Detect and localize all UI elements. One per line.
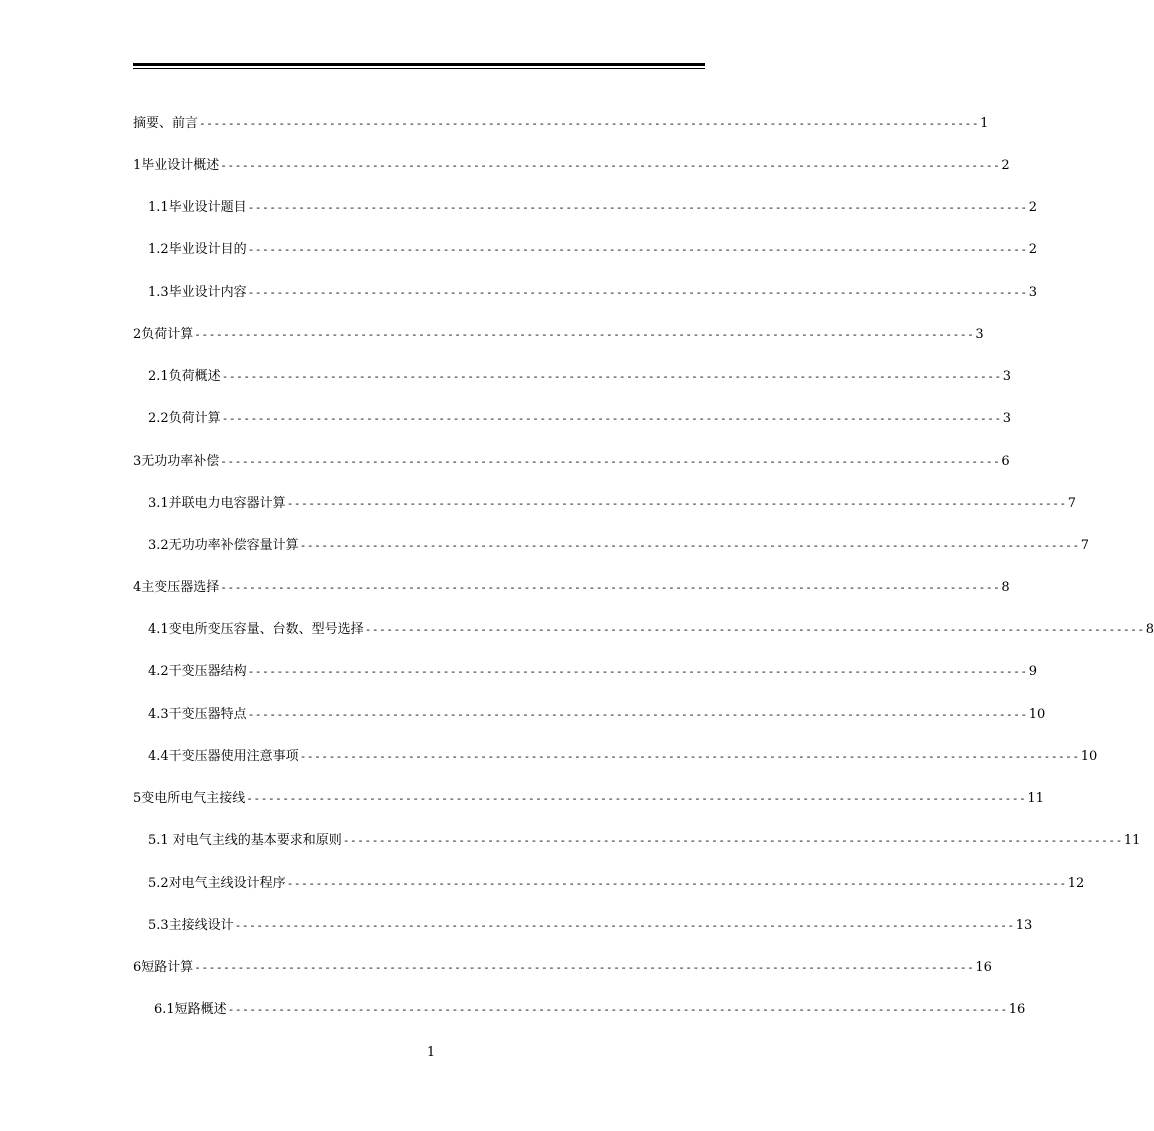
toc-dot-leader: ------------------------------------------------------------------------------------------------------------ — [220, 159, 1001, 172]
toc-entry-label: 6.1短路概述 — [154, 1002, 227, 1017]
toc-entry-label: 5变电所电气主接线 — [133, 791, 246, 806]
toc-entry-label: 5.1 对电气主线的基本要求和原则 — [148, 833, 342, 848]
toc-dot-leader: ------------------------------------------------------------------------------------------------------------ — [299, 750, 1080, 763]
toc-entry-page: 10 — [1028, 707, 1046, 722]
toc-entry[interactable] — [148, 707, 1046, 723]
toc-entry[interactable] — [148, 242, 1038, 258]
toc-entry[interactable] — [148, 411, 1012, 427]
toc-entry[interactable] — [148, 496, 1077, 512]
toc-dot-leader: ------------------------------------------------------------------------------------------------------------ — [247, 201, 1028, 214]
toc-entry-page: 7 — [1080, 538, 1090, 553]
toc-entry-label: 3.1并联电力电容器计算 — [148, 496, 286, 511]
toc-entry-label: 4.4干变压器使用注意事项 — [148, 749, 299, 764]
toc-entry-page: 3 — [1002, 369, 1012, 384]
toc-entry-label: 1.3毕业设计内容 — [148, 285, 247, 300]
toc-dot-leader: ------------------------------------------------------------------------------------------------------------ — [199, 117, 980, 130]
toc-entry[interactable] — [133, 327, 984, 343]
toc-entry-page: 16 — [975, 960, 992, 975]
toc-entry-label: 4主变压器选择 — [133, 580, 220, 595]
header-rule-thick — [133, 63, 705, 66]
toc-entry-page: 6 — [1001, 454, 1010, 469]
toc-entry-label: 5.3主接线设计 — [148, 918, 234, 933]
toc-entry[interactable] — [133, 960, 992, 976]
toc-entry-page: 11 — [1027, 791, 1044, 806]
toc-entry-label: 1毕业设计概述 — [133, 158, 220, 173]
toc-entry-page: 8 — [1145, 622, 1154, 637]
toc-entry-page: 1 — [980, 116, 989, 131]
toc-dot-leader: ------------------------------------------------------------------------------------------------------------ — [194, 961, 975, 974]
toc-entry[interactable] — [148, 622, 1154, 638]
toc-entry-page: 8 — [1001, 580, 1010, 595]
toc-entry-label: 4.2干变压器结构 — [148, 664, 247, 679]
toc-entry[interactable] — [148, 918, 1033, 934]
toc-entry[interactable] — [148, 538, 1090, 554]
toc-entry-label: 3.2无功功率补偿容量计算 — [148, 538, 299, 553]
toc-entry-page: 3 — [975, 327, 984, 342]
toc-entry-label: 4.3干变压器特点 — [148, 707, 247, 722]
toc-entry[interactable] — [133, 454, 1010, 470]
toc-entry[interactable] — [148, 749, 1098, 765]
toc-dot-leader: ------------------------------------------------------------------------------------------------------------ — [299, 539, 1080, 552]
toc-entry-label: 摘要、前言 — [133, 116, 199, 131]
toc-dot-leader: ------------------------------------------------------------------------------------------------------------ — [364, 623, 1145, 636]
page-number: 1 — [426, 1045, 436, 1060]
toc-entry-page: 11 — [1123, 833, 1141, 848]
toc-dot-leader: ------------------------------------------------------------------------------------------------------------ — [246, 792, 1027, 805]
toc-entry-label: 2.1负荷概述 — [148, 369, 221, 384]
toc-entry-page: 12 — [1067, 876, 1085, 891]
toc-entry[interactable] — [154, 1002, 1026, 1018]
toc-entry-label: 2.2负荷计算 — [148, 411, 221, 426]
toc-entry[interactable] — [148, 664, 1038, 680]
toc-entry-page: 10 — [1080, 749, 1098, 764]
toc-entry[interactable] — [148, 369, 1012, 385]
toc-entry-page: 3 — [1002, 411, 1012, 426]
toc-dot-leader: ------------------------------------------------------------------------------------------------------------ — [286, 497, 1067, 510]
toc-dot-leader: ------------------------------------------------------------------------------------------------------------ — [247, 243, 1028, 256]
toc-entry[interactable] — [133, 158, 1010, 174]
toc-entry[interactable] — [148, 285, 1038, 301]
toc-entry[interactable] — [133, 580, 1010, 596]
toc-dot-leader: ------------------------------------------------------------------------------------------------------------ — [234, 919, 1015, 932]
toc-entry-label: 3无功功率补偿 — [133, 454, 220, 469]
toc-entry-page: 2 — [1028, 242, 1038, 257]
toc-dot-leader: ------------------------------------------------------------------------------------------------------------ — [220, 455, 1001, 468]
toc-entry-label: 4.1变电所变压容量、台数、型号选择 — [148, 622, 364, 637]
toc-entry[interactable] — [148, 876, 1085, 892]
toc-entry-page: 16 — [1008, 1002, 1026, 1017]
toc-entry-page: 3 — [1028, 285, 1038, 300]
toc-entry[interactable] — [133, 791, 1044, 807]
toc-entry-page: 13 — [1015, 918, 1033, 933]
toc-dot-leader: ------------------------------------------------------------------------------------------------------------ — [286, 877, 1067, 890]
toc-dot-leader: ------------------------------------------------------------------------------------------------------------ — [227, 1003, 1008, 1016]
toc-entry-page: 2 — [1001, 158, 1010, 173]
toc-entry-label: 6短路计算 — [133, 960, 194, 975]
toc-dot-leader: ------------------------------------------------------------------------------------------------------------ — [342, 834, 1123, 847]
header-rule-thin — [133, 68, 705, 69]
toc-entry[interactable] — [133, 116, 989, 132]
toc-dot-leader: ------------------------------------------------------------------------------------------------------------ — [247, 708, 1028, 721]
toc-dot-leader: ------------------------------------------------------------------------------------------------------------ — [194, 328, 975, 341]
toc-entry[interactable] — [148, 200, 1038, 216]
toc-entry-label: 2负荷计算 — [133, 327, 194, 342]
toc-dot-leader: ------------------------------------------------------------------------------------------------------------ — [221, 412, 1002, 425]
toc-entry-label: 1.2毕业设计目的 — [148, 242, 247, 257]
toc-dot-leader: ------------------------------------------------------------------------------------------------------------ — [247, 665, 1028, 678]
toc-dot-leader: ------------------------------------------------------------------------------------------------------------ — [221, 370, 1002, 383]
toc-entry-label: 1.1毕业设计题目 — [148, 200, 247, 215]
toc-entry[interactable] — [148, 833, 1141, 849]
toc-entry-page: 9 — [1028, 664, 1038, 679]
toc-entry-label: 5.2对电气主线设计程序 — [148, 876, 286, 891]
toc-entry-page: 2 — [1028, 200, 1038, 215]
toc-dot-leader: ------------------------------------------------------------------------------------------------------------ — [220, 581, 1001, 594]
toc-dot-leader: ------------------------------------------------------------------------------------------------------------ — [247, 286, 1028, 299]
toc-entry-page: 7 — [1067, 496, 1077, 511]
